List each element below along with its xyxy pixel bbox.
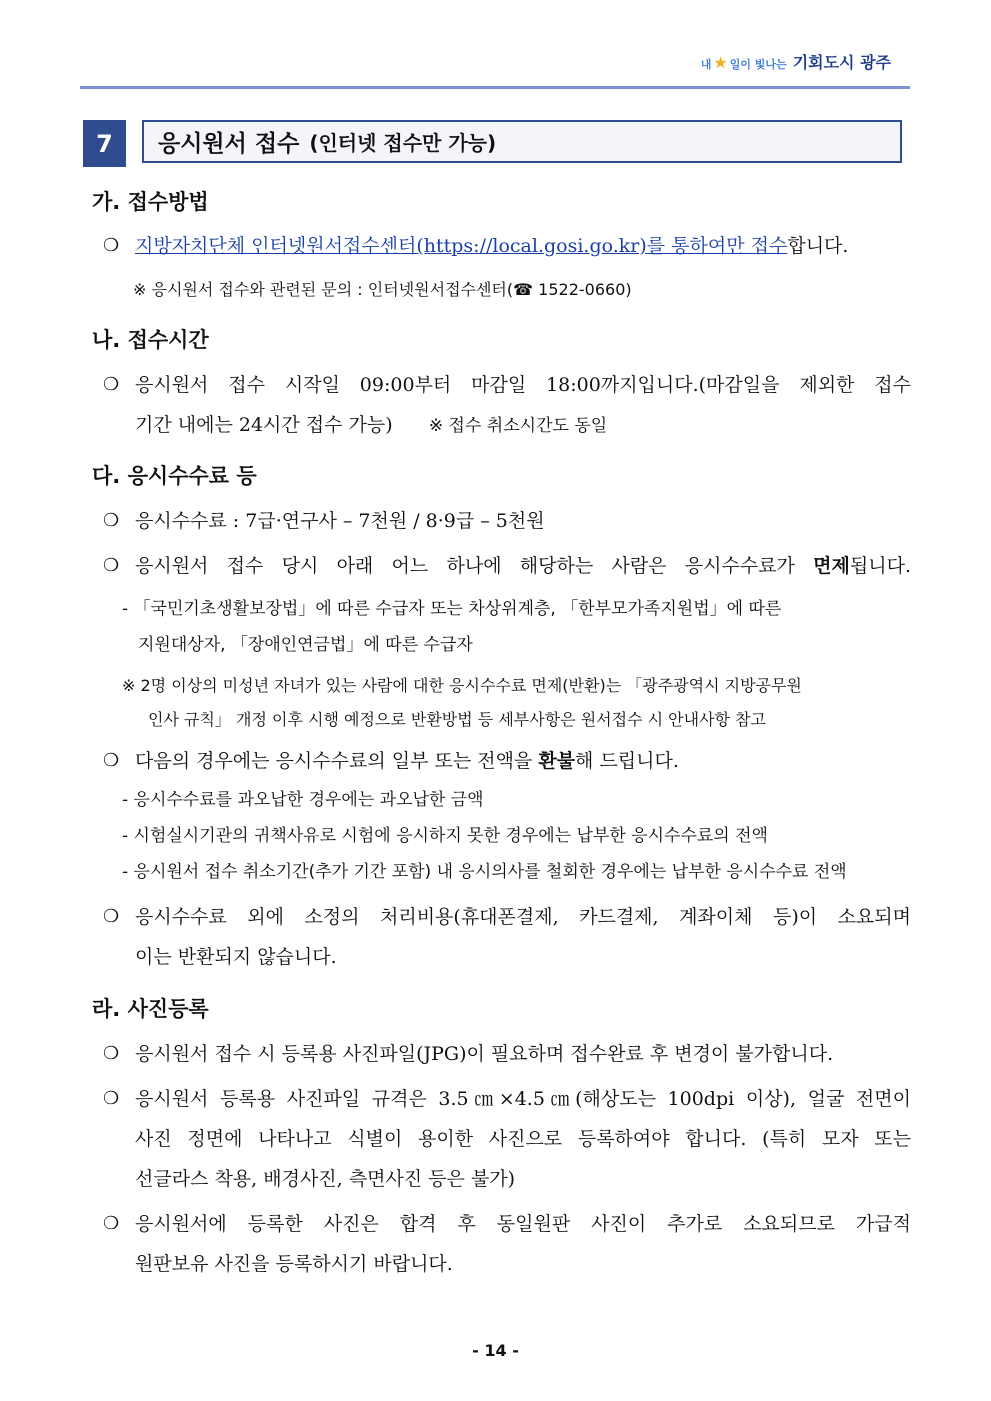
line: 이는 반환되지 않습니다. bbox=[135, 946, 337, 968]
slogan-small-1: 내 bbox=[700, 58, 712, 71]
line: 응시원서 등록용 사진파일 규격은 3.5㎝×4.5㎝(해상도는 100dpi 이상), 얼굴 전면이 bbox=[135, 1088, 911, 1110]
line: 다음의 경우에는 응시수수료의 일부 또는 전액을 bbox=[135, 750, 539, 772]
refund-emphasis: 환불 bbox=[538, 750, 576, 772]
paragraph-na-time bbox=[103, 365, 911, 446]
slogan-small-2: 일이 빛나는 bbox=[729, 58, 787, 71]
paragraph-refund bbox=[103, 741, 911, 781]
line: 됩니다. bbox=[849, 555, 911, 577]
bullet-icon: ❍ bbox=[103, 374, 120, 395]
page-number: - 14 - bbox=[472, 1341, 519, 1360]
line: 응시원서 접수 시작일 09:00부터 마감일 18:00까지입니다.(마감일을 제외한 접수 bbox=[135, 374, 911, 396]
line: ※ 2명 이상의 미성년 자녀가 있는 사람에 대한 응시수수료 면제(반환)는 「광주광역시 지방공무원 bbox=[122, 676, 802, 695]
bullet-icon: ❍ bbox=[103, 235, 120, 256]
application-center-link[interactable]: 지방자치단체 인터넷원서접수센터(https://local.gosi.go.kr)를 통하여만 접수 bbox=[135, 235, 788, 257]
line: 응시수수료 : 7급·연구사 – 7천원 / 8·9급 – 5천원 bbox=[135, 510, 545, 532]
line: 응시수수료 외에 소정의 처리비용(휴대폰결제, 카드결제, 계좌이체 등)이 소요되며 bbox=[135, 906, 911, 928]
cancel-note: ※ 접수 취소시간도 동일 bbox=[428, 416, 608, 436]
note-minor-children bbox=[122, 669, 912, 737]
line: 사진 정면에 나타나고 식별이 용이한 사진으로 등록하여야 합니다. (특히 모자 또는 bbox=[135, 1128, 911, 1150]
line: 인사 규칙」 개정 이후 시행 예정으로 반환방법 등 세부사항은 원서접수 시 안내사항 참고 bbox=[148, 710, 766, 729]
line: 응시원서 접수 당시 아래 어느 하나에 해당하는 사람은 응시수수료가 bbox=[135, 555, 814, 577]
phone-icon: ☎ bbox=[513, 280, 539, 299]
header-divider bbox=[80, 86, 910, 89]
section-header bbox=[83, 120, 902, 167]
header-logo bbox=[701, 50, 891, 73]
subheading-ga: 가. 접수방법 bbox=[92, 190, 209, 214]
bullet-icon: ❍ bbox=[103, 906, 120, 927]
line: 응시원서 접수 시 등록용 사진파일(JPG)이 필요하며 접수완료 후 변경이 불가합니다. bbox=[135, 1043, 834, 1065]
line: 해 드립니다. bbox=[575, 750, 679, 772]
bullet-icon: ❍ bbox=[103, 1213, 120, 1234]
bullet-icon: ❍ bbox=[103, 555, 120, 576]
paragraph-ga-method bbox=[103, 226, 911, 266]
line: 응시원서에 등록한 사진은 합격 후 동일원판 사진이 추가로 소요되므로 가급적 bbox=[135, 1213, 911, 1235]
line: 기간 내에는 24시간 접수 가능) bbox=[135, 414, 393, 436]
section-title-box bbox=[142, 120, 902, 163]
list-item: - 응시원서 접수 취소기간(추가 기간 포함) 내 응시의사를 철회한 경우에는 납부한 응시수수료 전액 bbox=[122, 862, 847, 882]
bullet-icon: ❍ bbox=[103, 1043, 120, 1064]
section-number: 7 bbox=[83, 120, 126, 167]
paragraph-photo-file bbox=[103, 1034, 911, 1074]
list-item: 지원대상자, 「장애인연금법」에 따른 수급자 bbox=[138, 635, 473, 655]
list-item: - 응시수수료를 과오납한 경우에는 과오납한 금액 bbox=[122, 790, 484, 810]
subheading-da: 다. 응시수수료 등 bbox=[92, 464, 257, 488]
exempt-emphasis: 면제 bbox=[813, 555, 850, 577]
star-icon: ★ bbox=[713, 53, 728, 72]
paragraph-cost bbox=[103, 897, 911, 977]
line: 원판보유 사진을 등록하시기 바랍니다. bbox=[135, 1253, 453, 1275]
refund-list bbox=[122, 782, 912, 890]
subheading-ra: 라. 사진등록 bbox=[92, 997, 209, 1021]
subheading-na: 나. 접수시간 bbox=[92, 328, 209, 352]
exempt-list bbox=[122, 591, 912, 663]
note-phone: 1522-0660) bbox=[538, 280, 632, 299]
slogan-big: 기회도시 광주 bbox=[792, 53, 891, 72]
paragraph-exempt bbox=[103, 546, 911, 586]
bullet-icon: ❍ bbox=[103, 510, 120, 531]
bullet-icon: ❍ bbox=[103, 1088, 120, 1109]
paragraph-fee bbox=[103, 501, 911, 541]
section-title-paren: (인터넷 접수만 가능) bbox=[309, 131, 497, 155]
list-item: - 시험실시기관의 귀책사유로 시험에 응시하지 못한 경우에는 납부한 응시수수료의 전액 bbox=[122, 826, 768, 846]
list-item: - 「국민기초생활보장법」에 따른 수급자 또는 차상위계층, 「한부모가족지원법」에 따른 bbox=[122, 599, 782, 619]
paragraph-photo-spec bbox=[103, 1079, 911, 1199]
bullet-icon: ❍ bbox=[103, 750, 120, 771]
line: 선글라스 착용, 배경사진, 측면사진 등은 불가) bbox=[135, 1168, 516, 1190]
section-title: 응시원서 접수 bbox=[158, 131, 300, 157]
note-inquiry-text: ※ 응시원서 접수와 관련된 문의 : 인터넷원서접수센터( bbox=[133, 280, 514, 299]
paragraph-tail: 합니다. bbox=[787, 235, 849, 257]
note-inquiry bbox=[133, 273, 632, 307]
paragraph-photo-original bbox=[103, 1204, 911, 1284]
